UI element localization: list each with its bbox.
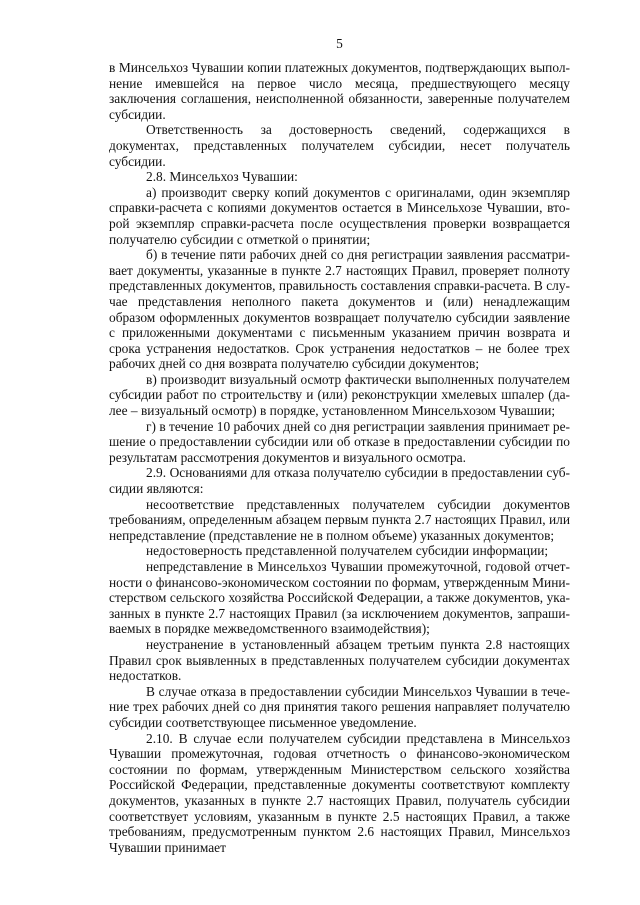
clause-2-10: 2.10. В случае если получателем субсидии представлена в Минсельхоз Чувашии промежуточная, годовая отчетность о финансово-экономическом состоянии по формам, утвержденным Министерством сельского хозяйства Российской Федерации, представленные документы соответствуют комплекту документов, указанных в пункте 2.7 настоящих Правил, получатель субсидии соответствует условиям, указанным в пункте 2.5 настоящих Правил, а также требованиям, предусмотренным пунктом 2.6 настоящих Правил, Минсельхоз Чувашии принимает [109,730,570,855]
clause-2-9-item-noncompliance: несоответствие представленных получателем субсидии документов требованиям, определенным абзацем первым пункта 2.7 настоящих Правил, или непредставление (представление не в полном объеме) указанных документов; [109,496,570,543]
clause-2-8-a: а) производит сверку копий документов с оригиналами, один экземпляр справки-расчета с копиями документов остается в Минсельхозе Чувашии, второй экземпляр справки-расчета после осуществления проверки возвращается получателю субсидии с отметкой о принятии; [109,184,570,247]
clause-2-8-g: г) в течение 10 рабочих дней со дня регистрации заявления принимает решение о предоставлении субсидии или об отказе в предоставлении субсидии по результатам рассмотрения документов и визуального осмотра. [109,418,570,465]
clause-2-9-heading: 2.9. Основаниями для отказа получателю субсидии в предоставлении субсидии являются: [109,465,570,497]
clause-2-8-b: б) в течение пяти рабочих дней со дня регистрации заявления рассматривает документы, указанные в пункте 2.7 настоящих Правил, проверяет полноту представленных документов, правильность составления справки-расчета. В случае представления неполного пакета документов и (или) ненадлежащим образом оформленных документов возвращает получателю субсидии заявление с приложенными документами с письменным указанием причин возврата и срока устранения недостатков. Срок устранения недостатков – не более трех рабочих дней со дня возврата получателю субсидии документов; [109,247,570,372]
paragraph-responsibility: Ответственность за достоверность сведений, содержащихся в документах, представленных получателем субсидии, несет получатель субсидии. [109,122,570,169]
clause-2-8-v: в) производит визуальный осмотр фактически выполненных получателем субсидии работ по строительству и (или) реконструкции хмелевых шпалер (далее – визуальный осмотр) в порядке, установленном Минсельхозом Чувашии; [109,371,570,419]
clause-2-9-item-nonsubmission: непредставление в Минсельхоз Чувашии промежуточной, годовой отчетности о финансово-экономическом состоянии по формам, утвержденным Министерством сельского хозяйства Российской Федерации, а также документов, указанных в пункте 2.7 настоящих Правил (за исключением документов, запрашиваемых в порядке межведомственного взаимодействия); [109,559,570,637]
paragraph-payment-documents: в Минсельхоз Чувашии копии платежных документов, подтверждающих выполнение имевшейся на первое число месяца, предшествующего месяцу заключения соглашения, неисполненной обязанности, заверенные получателем субсидии. [109,60,570,122]
paragraph-refusal-notice: В случае отказа в предоставлении субсидии Минсельхоз Чувашии в течение трех рабочих дней со дня принятия такого решения направляет получателю субсидии соответствующее письменное уведомление. [109,683,570,730]
clause-2-9-item-uncorrected: неустранение в установленный абзацем третьим пункта 2.8 настоящих Правил срок выявленных в представленных получателем субсидии документах недостатков. [109,636,570,684]
document-page [109,36,570,855]
page-number: 5 [336,36,343,51]
clause-2-8-heading: 2.8. Минсельхоз Чувашии: [146,169,298,185]
clause-2-9-item-unreliable-info: недостоверность представленной получателем субсидии информации; [146,543,549,559]
